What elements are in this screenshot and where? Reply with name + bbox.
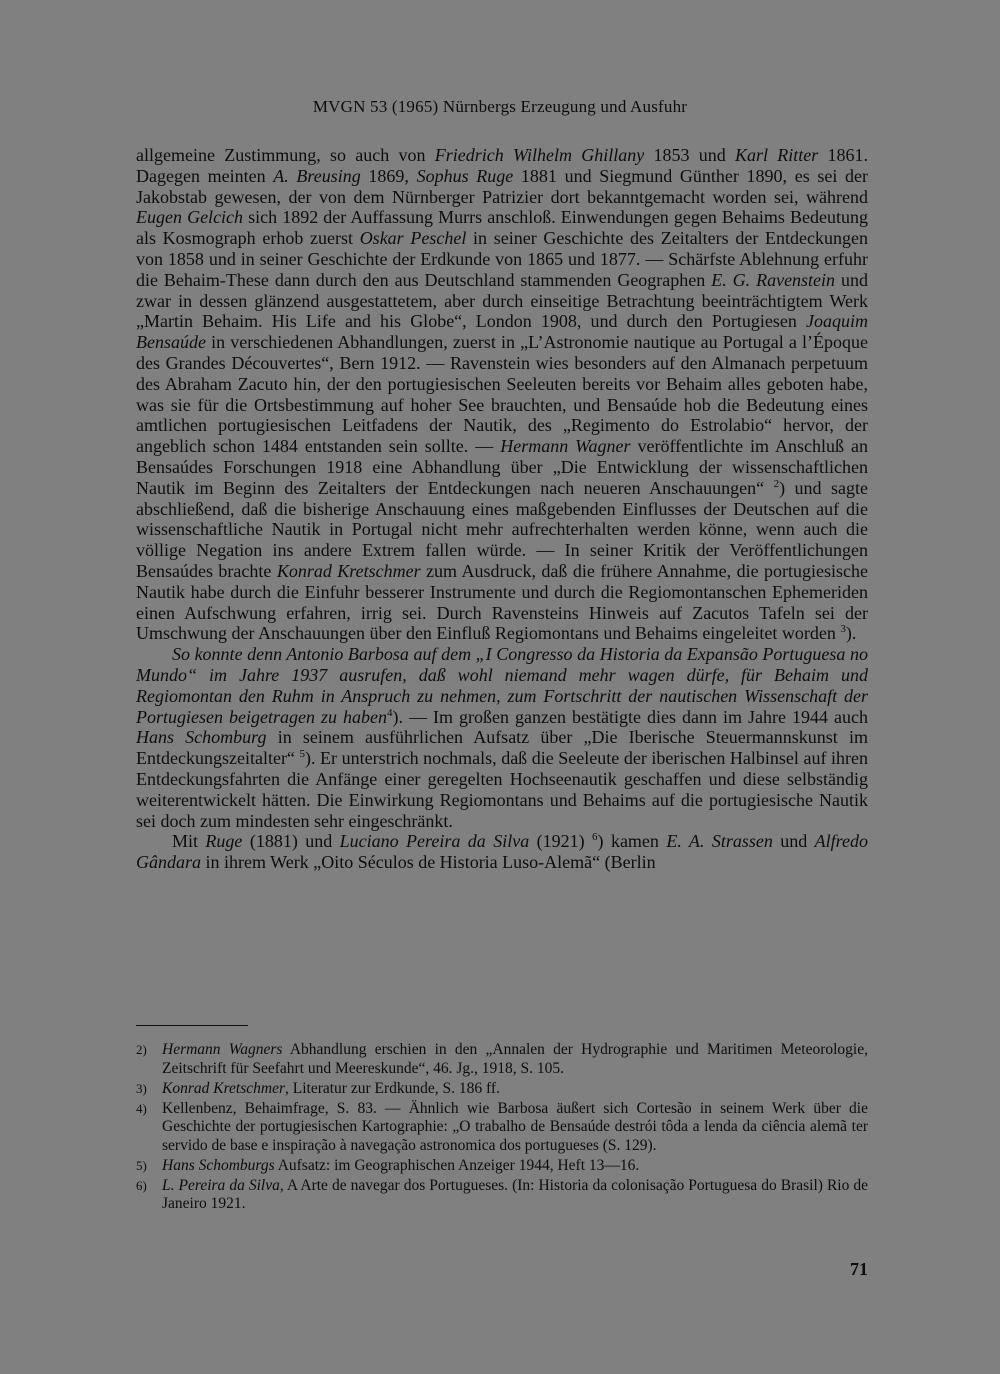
text-run: Abhandlung erschien in den „Annalen der Hydrographie und Maritimen Meteorologie, Zeitschrift für Seefahrt und Meereskunde“, 46. Jg., 1918, S. 105.	[162, 1041, 868, 1077]
text-run: 1881 und Siegmund Günther 1890, es sei der Jakobstab gewesen, der von dem Nürnberger Patrizier dort bekanntgemacht worden sei, während	[136, 165, 868, 207]
text-run: , Literatur zur Erdkunde, S. 186 ff.	[285, 1079, 500, 1097]
text-run: ).	[845, 623, 857, 644]
text-run: sich 1892 der Auffassung Murrs anschloß. Einwendungen gegen Behaims Bedeutung als Kosmograph erhob zuerst	[136, 207, 868, 249]
italic-text: Konrad Kretschmer	[276, 560, 421, 581]
running-head: MVGN 53 (1965) Nürnbergs Erzeugung und Ausfuhr	[312, 97, 688, 116]
italic-text: Hermann Wagners	[162, 1041, 283, 1058]
footnote-ref: 2	[773, 477, 780, 490]
italic-text: Luciano Pereira da Silva	[339, 831, 530, 852]
italic-text: L. Pereira da Silva	[162, 1176, 280, 1194]
text-run: ) und sagte abschließend, daß die bisherige Anschauung eines maßgebenden Einflusses der Deutschen auf die wissenschaftliche Nautik in Portugal nicht mehr aufrechterhalten werden könne, wenn auch die völlige Negation ins andere Extrem fallen würde. — In seiner Kritik der Veröffentlichungen Bensaúdes brachte	[136, 477, 868, 581]
text-run: Kellenbenz, Behaimfrage, S. 83. — Ähnlich wie Barbosa äußert sich Cortesão in seinem Werk über die Geschichte der portugiesischen Kartographie: „O trabalho de Bensaúde destrói tôda a lenda da ciência alemã ter servido de base e inspiração à navegação astronomica dos portugueses (S. 129).	[162, 1099, 868, 1154]
footnote-mark: 4)	[136, 1100, 147, 1116]
italic-text: Konrad Kretschmer	[162, 1079, 285, 1097]
text-run: Aufsatz: im Geographischen Anzeiger 1944, Heft 13—16.	[274, 1156, 640, 1174]
italic-text: Eugen Gelcich	[136, 207, 244, 228]
italic-text: Alfredo Gândara	[136, 831, 868, 873]
page-number: 71	[850, 1259, 868, 1279]
italic-text: A. Breusing	[273, 165, 361, 186]
footnote	[136, 1177, 868, 1214]
text-run: und	[772, 831, 815, 852]
italic-text: E. G. Ravenstein	[711, 269, 836, 290]
footnotes	[136, 1041, 868, 1215]
footnote-mark: 5)	[136, 1157, 147, 1173]
paragraph	[136, 145, 868, 644]
text-run: und zwar in dessen glänzend ausgestattetem, aber durch einseitige Betrachtung beeinträchtigtem Werk „Martin Behaim. His Life and his Globe“, London 1908, und durch den Portugiesen	[136, 269, 868, 332]
footnote-divider	[136, 1025, 248, 1026]
italic-text: Hermann Wagner	[500, 436, 631, 457]
text-run: Mit	[172, 831, 206, 852]
italic-text: Friedrich Wilhelm Ghillany	[434, 145, 645, 165]
text-run: in ihrem Werk „Oito Séculos de Historia Luso-Alemã“ (Berlin	[201, 852, 656, 873]
text-run: 1853 und	[644, 145, 735, 165]
footnote-ref: 5	[299, 748, 305, 761]
footnote	[136, 1080, 868, 1099]
footnote-text	[162, 1080, 500, 1097]
text-run: , A Arte de navegar dos Portugueses. (In: Historia da colonisação Portuguesa do Brasil) Rio de Janeiro 1921.	[162, 1176, 868, 1213]
italic-text: Hans Schomburgs	[162, 1156, 275, 1174]
text-run: ) kamen	[597, 831, 667, 852]
footnote-ref: 6	[592, 831, 598, 844]
italic-text: Ruge	[205, 831, 243, 852]
footnote-text	[162, 1157, 639, 1174]
text-run: 1861. Dagegen meinten	[136, 145, 869, 186]
italic-text: So konnte denn Antonio Barbosa auf dem „I Congresso da Historia da Expansão Portuguesa no Mundo“ im Jahre 1937 ausrufen, daß wohl niemand mehr wagen dürfe, für Behaim und Regiomontan den Ruhm in Anspruch zu nehmen, zum Fortschritt der nautischen Wissenschaft der Portugiesen beigetragen zu haben	[136, 644, 868, 727]
footnote-text	[162, 1041, 868, 1077]
footnote	[136, 1041, 868, 1078]
footnote	[136, 1157, 868, 1176]
text-run: allgemeine Zustimmung, so auch von	[136, 145, 435, 165]
footnote-mark: 2)	[136, 1042, 147, 1057]
text-run: ). Er unterstrich nochmals, daß die Seeleute der iberischen Halbinsel auf ihren Entdeckungsfahrten die Anfänge einer geregelten Hochseenautik geschaffen und diese selbständig weiterentwickelt hätten. Die Einwirkung Regiomontans und Behaims auf die portugiesische Nautik sei doch zum mindesten sehr eingeschränkt.	[136, 748, 868, 831]
paragraph	[136, 644, 868, 831]
footnote-text	[162, 1177, 868, 1213]
text-run: in verschiedenen Abhandlungen, zuerst in „L’Astronomie nautique au Portugal a l’Époque des Grandes Découvertes“, Bern 1912. — Ravenstein wies besonders auf den Almanach perpetuum des Abraham Zacuto hin, der den portugiesischen Seeleuten bereits vor Behaim alles geboten habe, was sie für die Ortsbestimmung auf hoher See brauchten, und Bensaúde hob die Bedeutung eines amtlichen portugiesischen Leitfadens der Nautik, des „Regimento do Estrolabio“ hervor, der angeblich schon 1484 entstanden sein sollte. —	[136, 332, 868, 457]
footnote-mark: 3)	[136, 1080, 147, 1096]
text-run: (1881) und	[242, 831, 340, 852]
footnote-ref: 3	[840, 623, 846, 636]
text-run: veröffentlichte im Anschluß an Bensaúdes Forschungen 1918 eine Abhandlung über „Die Entwicklung der wissenschaftlichen Nautik im Beginn des Zeitalters der Entdeckungen nach neueren Anschauungen“	[136, 436, 868, 498]
footnote-text	[162, 1100, 868, 1154]
text-run: in seiner Geschichte des Zeitalters der Entdeckungen von 1858 und in seiner Geschichte der Erdkunde von 1865 und 1877. — Schärfste Ablehnung erfuhr die Behaim-These dann durch den aus Deutschland stammenden Geographen	[136, 228, 868, 290]
italic-text: Hans Schomburg	[136, 727, 267, 748]
italic-text: Joaquim Bensaúde	[136, 311, 868, 353]
text-run: (1921)	[529, 831, 593, 852]
italic-text: E. A. Strassen	[666, 831, 773, 852]
italic-text: Oskar Peschel	[359, 228, 467, 249]
text-run: ). — Im großen ganzen bestätigte dies dann im Jahre 1944 auch	[392, 706, 868, 727]
footnote-mark: 6)	[136, 1177, 147, 1193]
footnote-ref: 4	[387, 706, 393, 719]
text-run: 1869,	[360, 165, 417, 186]
paragraph	[136, 831, 868, 873]
text-run: zum Ausdruck, daß die frühere Annahme, die portugiesische Nautik habe durch die Einfuhr besserer Instrumente und durch die Regiomontanschen Ephemeriden einen Aufschwung erfahren, irrig sei. Durch Ravensteins Hinweis auf Zacutos Tafeln sei der Umschwung der Anschauungen über den Einfluß Regiomontans und Behaims eingeleitet worden	[136, 560, 868, 644]
text-run: in seinem ausführlichen Aufsatz über „Die Iberische Steuermannskunst im Entdeckungszeitalter“	[136, 727, 868, 769]
footnote	[136, 1100, 868, 1156]
italic-text: Sophus Ruge	[416, 165, 514, 186]
body-text	[136, 145, 868, 873]
italic-text: Karl Ritter	[734, 145, 819, 165]
